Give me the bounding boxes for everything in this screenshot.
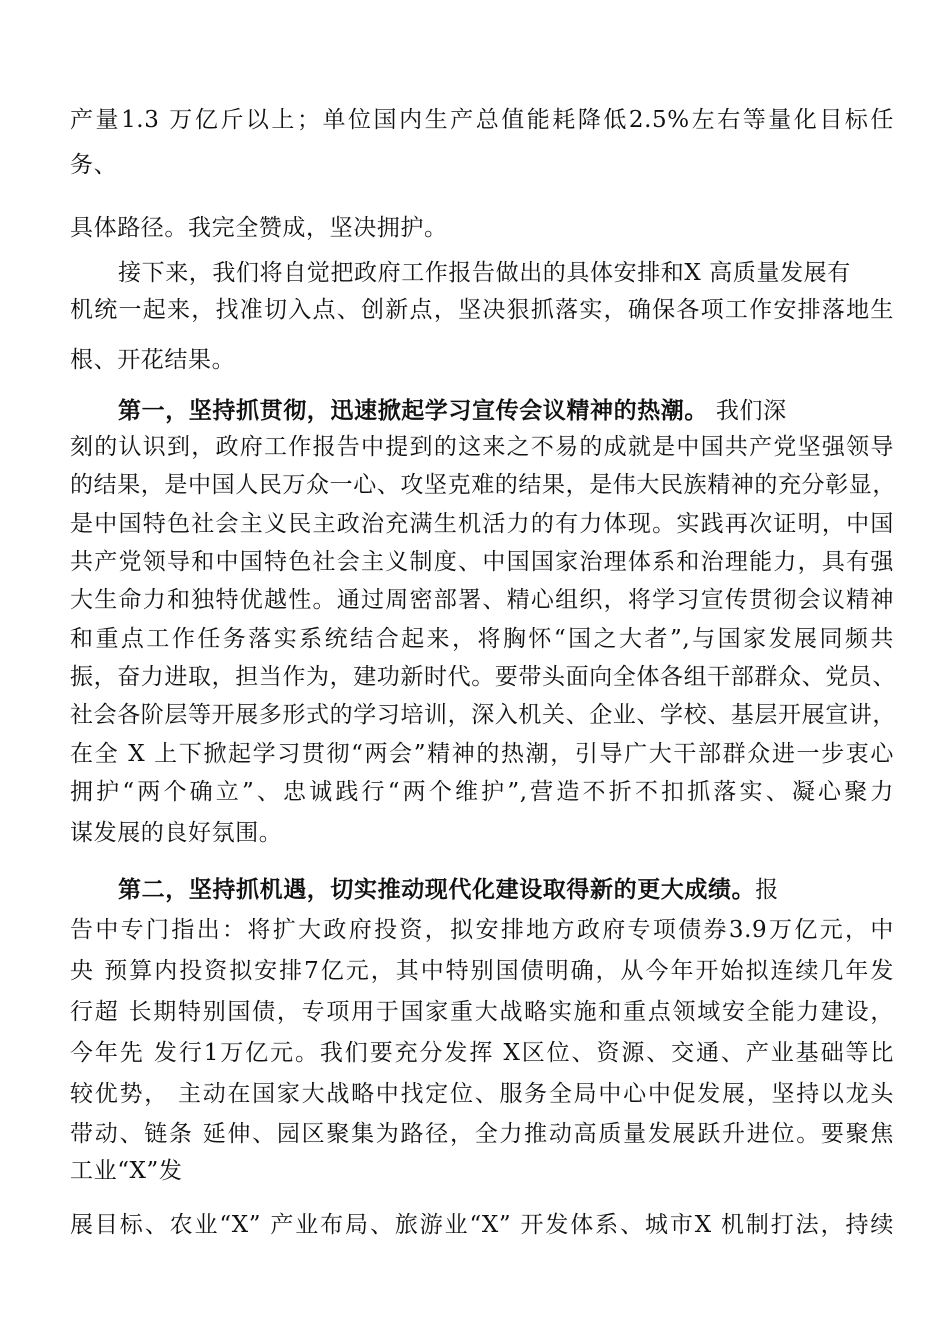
paragraph-heading-rest: 我们深: [708, 398, 787, 424]
text-line: 带动、链条 延伸、园区聚集为路径，全力推动高质量发展跃升进位。要聚焦: [70, 1121, 894, 1147]
paragraph-heading-line: [118, 396, 787, 426]
text-line: 行超 长期特别国债，专项用于国家重大战略实施和重点领域安全能力建设，: [70, 999, 894, 1025]
text-line: 大生命力和独特优越性。通过周密部署、精心组织，将学习宣传贯彻会议精神: [70, 587, 894, 613]
text-line: 工业“X”发: [70, 1158, 183, 1184]
text-line: 务、: [70, 152, 118, 178]
text-line: 的结果，是中国人民万众一心、攻坚克难的结果，是伟大民族精神的充分彰显，: [70, 472, 896, 498]
text-line: 社会各阶层等开展多形式的学习培训，深入机关、企业、学校、基层开展宣讲，: [70, 702, 896, 728]
text-line: 今年先 发行1万亿元。我们要充分发挥 X区位、资源、交通、产业基础等比: [70, 1040, 894, 1066]
text-line: 根、开花结果。: [70, 347, 236, 373]
text-line: 展目标、农业“X” 产业布局、旅游业“X” 开发体系、城市X 机制打法，持续: [70, 1212, 894, 1238]
text-line: 机统一起来，找准切入点、创新点，坚决狠抓落实，确保各项工作安排落地生: [70, 297, 894, 323]
text-line: 在全 X 上下掀起学习贯彻“两会”精神的热潮，引导广大干部群众进一步衷心: [70, 741, 894, 767]
paragraph-heading-rest: 报: [755, 877, 779, 903]
text-line: 央 预算内投资拟安排7亿元，其中特别国债明确，从今年开始拟连续几年发: [70, 958, 894, 984]
text-line: 较优势， 主动在国家大战略中找定位、服务全局中心中促发展，坚持以龙头: [70, 1081, 894, 1107]
text-line: 和重点工作任务落实系统结合起来，将胸怀“国之大者”,与国家发展同频共: [70, 626, 894, 652]
text-line: 接下来，我们将自觉把政府工作报告做出的具体安排和X 高质量发展有: [118, 260, 851, 286]
paragraph-heading-line: [118, 875, 779, 905]
text-line: 谋发展的良好氛围。: [70, 820, 283, 846]
paragraph-heading: 第二，坚持抓机遇，切实推动现代化建设取得新的更大成绩。: [118, 876, 756, 903]
paragraph-heading: 第一，坚持抓贯彻，迅速掀起学习宣传会议精神的热潮。: [118, 397, 708, 424]
text-line: 产量1.3 万亿斤以上；单位国内生产总值能耗降低2.5%左右等量化目标任: [70, 107, 894, 133]
text-line: 具体路径。我完全赞成，坚决拥护。: [70, 215, 448, 241]
text-line: 是中国特色社会主义民主政治充满生机活力的有力体现。实践再次证明，中国: [70, 511, 894, 537]
text-line: 告中专门指出：将扩大政府投资，拟安排地方政府专项债券3.9万亿元，中: [70, 917, 894, 943]
text-line: 刻的认识到，政府工作报告中提到的这来之不易的成就是中国共产党坚强领导: [70, 434, 894, 460]
text-line: 共产党领导和中国特色社会主义制度、中国国家治理体系和治理能力，具有强: [70, 549, 894, 575]
text-line: 拥护“两个确立”、忠诚践行“两个维护”,营造不折不扣抓落实、凝心聚力: [70, 779, 894, 805]
text-line: 振，奋力进取，担当作为，建功新时代。要带头面向全体各组干部群众、党员、: [70, 664, 896, 690]
